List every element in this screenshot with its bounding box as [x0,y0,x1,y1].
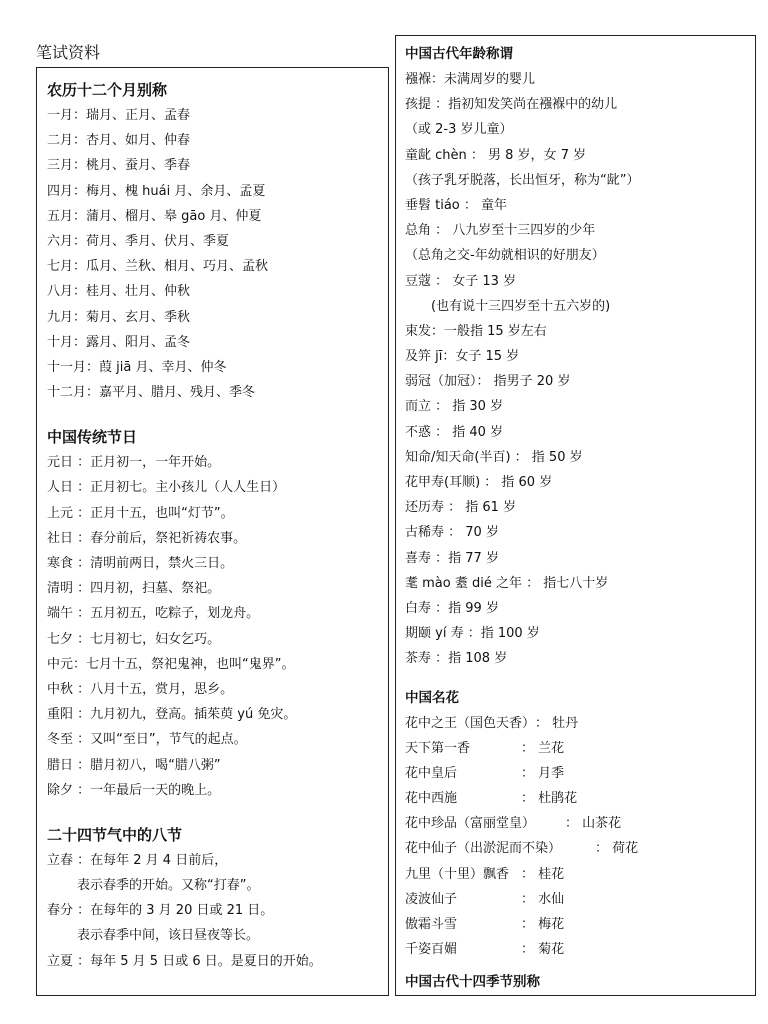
age-term-line: (也有说十三四岁至十五六岁的) [431,298,611,314]
section-title-solar-terms: 二十四节气中的八节 [47,825,183,844]
flower-title: 花中珍品（富丽堂皇） [405,816,536,832]
flower-name: ： 月季 [521,765,565,781]
flower-title: 花中西施 [405,791,458,807]
flower-name: ： 梅花 [521,917,565,932]
age-term-line: 而立 ： 指 30 岁 [405,399,504,415]
solar-term-line: 立夏 ：每年 5 月 5 日或 6 日。是夏日的开始。 [47,953,322,969]
age-term-line: 童龀 chèn ： 男 8 岁，女 7 岁 [405,147,587,163]
flower-name: ： 牡丹 [535,715,579,731]
month-item: 八月：桂月、壮月、仲秋 [47,284,191,300]
flower-item [405,786,755,811]
month-item: 十月：露月、阳月、孟冬 [47,334,191,350]
age-term-line: 垂髫 tiáo ： 童年 [405,197,508,213]
flower-item [405,912,755,937]
festival-item: 清明 ：四月初，扫墓、祭祀。 [47,581,221,597]
page-title: 笔试资料 [36,43,101,62]
festival-item: 端午 ：五月初五，吃粽子，划龙舟。 [47,606,260,622]
age-term-line: 花甲寿(耳顺) ： 指 60 岁 [405,475,553,490]
month-item: 五月：蒲月、榴月、皋 gāo 月、仲夏 [47,208,262,224]
age-term-line: 喜寿 ：指 77 岁 [405,550,499,566]
flower-item [405,761,755,786]
flower-title: 傲霜斗雪 [405,917,458,932]
festival-item: 上元 ：正月十五，也叫“灯节”。 [47,505,234,521]
age-term-line: 束发：一般指 15 岁左右 [405,323,547,339]
age-term-line: 孩提 ：指初知发笑尚在襁褓中的幼儿 [405,97,618,113]
festival-item: 人日 ：正月初七。主小孩儿（人人生日） [47,480,286,496]
month-item: 一月：瑞月、正月、孟春 [47,108,191,123]
solar-term-line: 春分 ：在每年的 3 月 20 日或 21 日。 [47,903,274,919]
age-term-line: 及笄 jī：女子 15 岁 [405,349,520,365]
age-term-line: 襁褓：未满周岁的婴儿 [405,72,536,87]
flowers-list [405,711,755,963]
flower-item [405,937,755,962]
festival-item: 重阳 ：九月初九，登高。插茱萸 yú 免灾。 [47,707,297,723]
flower-title: 花中皇后 [405,765,458,781]
festival-item: 七夕 ：七月初七，妇女乞巧。 [47,631,221,647]
solar-term-line: 表示春季中间，该日昼夜等长。 [77,928,260,944]
flower-item [405,862,755,887]
flower-item [405,736,755,761]
age-term-line: 茶寿 ：指 108 岁 [405,651,508,667]
flower-name: ： 杜鹃花 [521,791,578,807]
flower-title: 凌波仙子 [405,891,458,907]
festival-item: 中秋 ：八月十五，赏月，思乡。 [47,681,234,697]
age-term-line: 古稀寿 ： 70 岁 [405,525,499,541]
age-term-line: 总角 ： 八九岁至十三四岁的少年 [405,223,596,239]
festival-item: 元日 ：正月初一，一年开始。 [47,455,221,471]
month-item: 六月：荷月、季月、伏月、季夏 [47,233,230,249]
age-term-line: 期颐 yí 寿 ：指 100 岁 [405,626,540,642]
section-title-ages: 中国古代年龄称谓 [405,46,513,62]
solar-term-line: 立春 ：在每年 2 月 4 日前后， [47,852,228,868]
section-title-festivals: 中国传统节日 [47,428,138,447]
flower-name: ： 兰花 [521,740,565,756]
section-title-flowers: 中国名花 [405,689,459,706]
age-term-line: 不惑 ： 指 40 岁 [405,424,504,440]
ages-list [405,67,755,672]
flower-item [405,811,755,836]
month-item: 四月：梅月、槐 huái 月、余月、孟夏 [47,183,266,199]
section-title-months: 农历十二个月别称 [47,81,168,99]
festival-item: 除夕 ：一年最后一天的晚上。 [47,782,221,798]
flower-item [405,836,755,861]
flower-name: ： 水仙 [521,891,565,907]
age-term-line: 耄 mào 耋 dié 之年 ： 指七八十岁 [405,575,609,591]
section-title-cutoff: 中国古代十四季节别称 [405,974,540,991]
age-term-line: 弱冠（加冠）： 指男子 20 岁 [405,374,571,390]
month-item: 十二月：嘉平月、腊月、残月、季冬 [47,385,256,401]
flower-title: 天下第一香 [405,740,471,756]
flower-name: ： 荷花 [595,841,639,857]
solar-terms-list [47,848,388,974]
months-list [47,103,388,405]
flower-title: 千姿百媚 [405,942,458,958]
flower-item [405,887,755,912]
flower-title: 花中之王（国色天香） [405,715,536,731]
solar-term-line: 表示春季的开始。又称“打春”。 [77,878,260,894]
festival-item: 中元：七月十五，祭祀鬼神，也叫“鬼界”。 [47,656,295,672]
month-item: 十一月：葭 jiā 月、幸月、仲冬 [47,359,227,375]
flower-item [405,711,755,736]
age-term-line: 还历寿 ： 指 61 岁 [405,500,517,516]
age-term-line: （孩子乳牙脱落，长出恒牙，称为“龀”） [405,172,640,188]
flower-name: ： 菊花 [521,942,565,958]
month-item: 二月：杏月、如月、仲春 [47,133,191,149]
festival-item: 社日 ：春分前后，祭祀祈祷农事。 [47,530,247,546]
age-term-line: （或 2-3 岁儿童） [405,122,513,138]
right-column-box [395,35,756,996]
age-term-line: 豆蔻 ： 女子 13 岁 [405,273,517,289]
festival-item: 腊日 ：腊月初八，喝“腊八粥” [47,757,221,773]
month-item: 三月：桃月、蚕月、季春 [47,158,191,174]
age-term-line: 白寿 ：指 99 岁 [405,600,499,616]
flower-title: 九里（十里）飘香 [405,866,510,882]
age-term-line: 知命/知天命(半百) ： 指 50 岁 [405,449,583,465]
left-column-box [36,67,389,996]
festivals-list [47,450,388,803]
flower-name: ： 山茶花 [565,816,622,832]
month-item: 七月：瓜月、兰秋、相月、巧月、孟秋 [47,259,269,275]
flower-name: ： 桂花 [521,866,565,882]
festival-item: 冬至 ：又叫“至日”，节气的起点。 [47,732,247,748]
age-term-line: （总角之交-年幼就相识的好朋友） [405,248,605,264]
festival-item: 寒食 ：清明前两日，禁火三日。 [47,556,234,571]
flower-title: 花中仙子（出淤泥而不染） [405,841,562,857]
month-item: 九月：菊月、玄月、季秋 [47,309,191,325]
